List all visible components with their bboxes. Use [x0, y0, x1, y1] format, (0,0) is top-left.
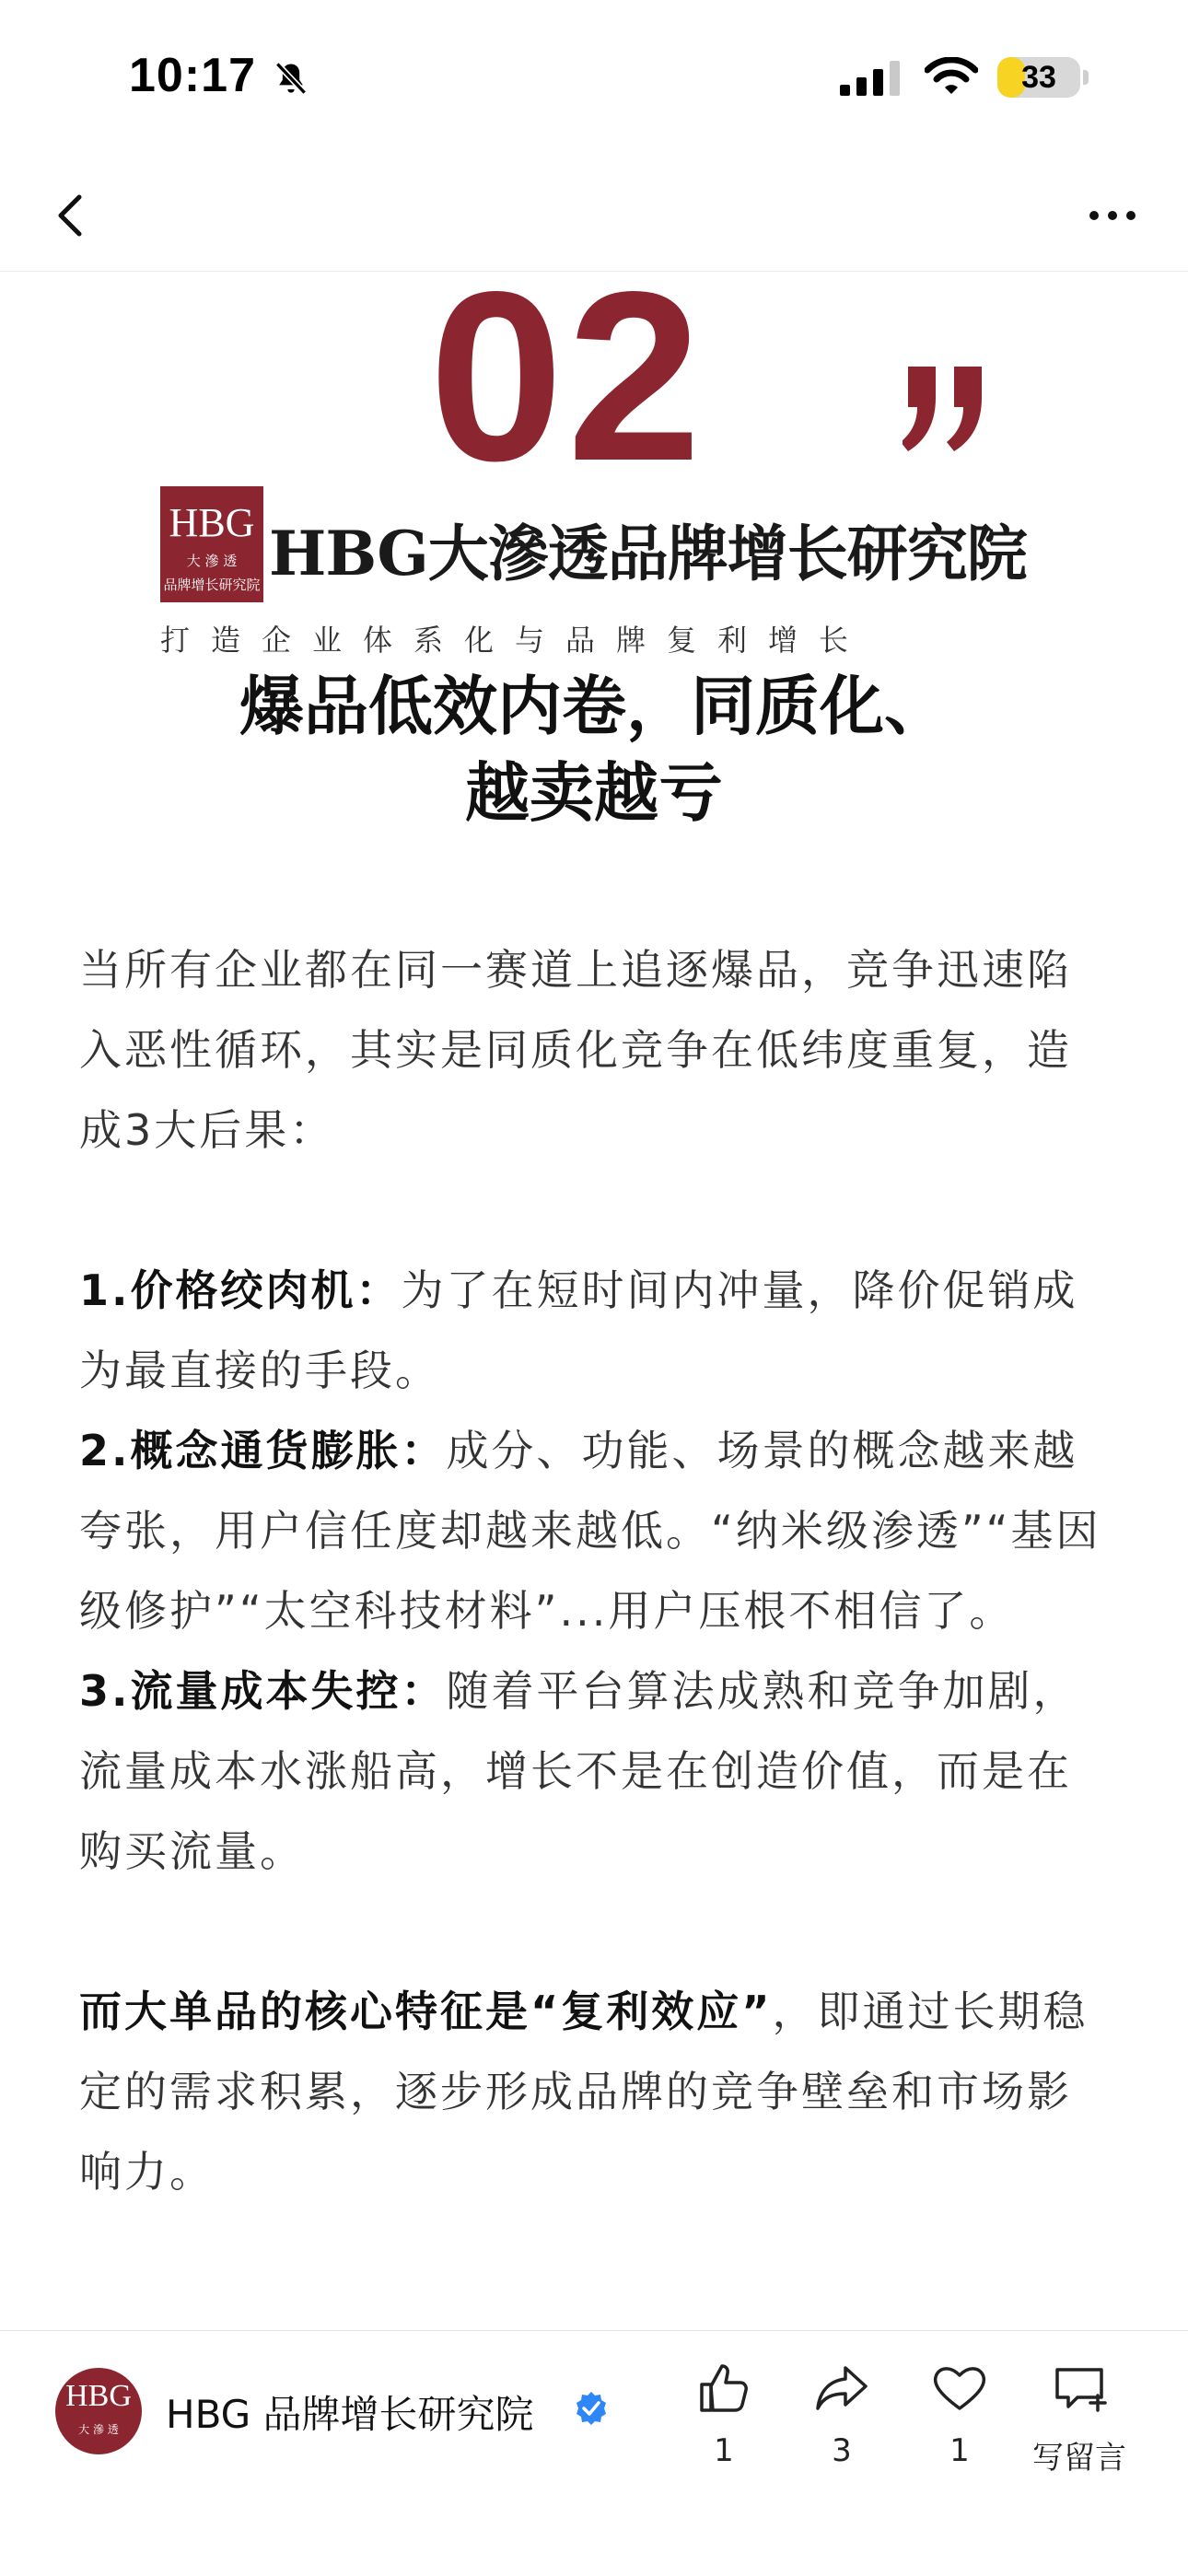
- share-button[interactable]: [796, 2359, 888, 2469]
- wifi-icon: [925, 57, 978, 99]
- article-point-2: [79, 1411, 1111, 1651]
- article-point-3: [79, 1651, 1111, 1892]
- point-title: 2.概念通货膨胀：: [79, 1426, 447, 1475]
- point-text: 随着平台算法成熟和竞争加剧，流量成本水涨船高，增长不是在创造价值，而是在购买流量。: [79, 1666, 1078, 1876]
- headline-line-2: 越卖越亏: [465, 755, 723, 831]
- status-time: 10:17: [129, 49, 256, 102]
- verified-badge-icon: [573, 2390, 610, 2430]
- point-text: 成分、功能、场景的概念越来越夸张，用户信任度却越来越低。“纳米级渗透”“基因级修护”“太空科技材料”...用户压根不相信了。: [79, 1426, 1101, 1636]
- section-headline: [138, 663, 1050, 836]
- paragraph-gap: [79, 1892, 1111, 1972]
- like-button[interactable]: [678, 2359, 770, 2469]
- share-count: 3: [832, 2432, 852, 2469]
- more-button[interactable]: [1077, 179, 1151, 252]
- conclusion-text: ，即通过长期稳定的需求积累，逐步形成品牌的竞争壁垒和市场影响力。: [79, 1987, 1089, 2197]
- battery-icon: [997, 57, 1080, 98]
- battery-level: 33: [1021, 60, 1056, 95]
- headline-line-1: 爆品低效内卷，同质化、: [239, 669, 949, 744]
- signal-icon: [840, 61, 901, 99]
- heart-icon: [930, 2359, 989, 2418]
- point-text: 为了在短时间内冲量，降价促销成为最直接的手段。: [79, 1265, 1078, 1395]
- conclusion-emphasis: 而大单品的核心特征是“复利效应”: [79, 1987, 773, 2036]
- favorite-button[interactable]: [914, 2359, 1006, 2469]
- account-name[interactable]: HBG 品牌增长研究院: [166, 2392, 534, 2437]
- back-button[interactable]: [37, 179, 111, 252]
- bottom-action-bar: [0, 2330, 1188, 2576]
- brand-logo: HBG 大 滲 透 品牌增长研究院: [160, 486, 263, 602]
- write-comment-button[interactable]: [1022, 2359, 1136, 2477]
- status-bar: [0, 0, 1188, 157]
- comment-icon: [1050, 2359, 1109, 2418]
- brand-slogan: 打造企业体系化与品牌复利增长: [160, 623, 870, 658]
- article-header-image: [0, 241, 1188, 862]
- quote-mark-icon: [903, 361, 995, 466]
- point-title: 3.流量成本失控：: [79, 1666, 447, 1716]
- article-body: [79, 930, 1111, 2212]
- share-icon: [812, 2359, 871, 2418]
- write-comment-label: 写留言: [1032, 2440, 1126, 2477]
- chevron-left-icon: [37, 179, 111, 252]
- article-point-1: [79, 1251, 1111, 1411]
- section-number: 02: [429, 241, 705, 511]
- favorite-count: 1: [949, 2432, 970, 2469]
- article-intro: 当所有企业都在同一赛道上追逐爆品，竞争迅速陷入恶性循环，其实是同质化竞争在低纬度重复，造成3大后果：: [79, 945, 1072, 1155]
- battery-tip: [1083, 70, 1089, 85]
- point-title: 1.价格绞肉机：: [79, 1265, 402, 1315]
- like-count: 1: [714, 2432, 734, 2469]
- thumbs-up-icon: [694, 2359, 753, 2418]
- article-conclusion: [79, 1972, 1111, 2212]
- bell-slash-icon: [271, 59, 311, 103]
- ellipsis-icon: [1077, 179, 1151, 252]
- brand-name: HBG大滲透品牌增长研究院: [269, 518, 1027, 589]
- paragraph-gap: [79, 1171, 1111, 1251]
- avatar[interactable]: HBG 大 滲 透: [55, 2368, 142, 2454]
